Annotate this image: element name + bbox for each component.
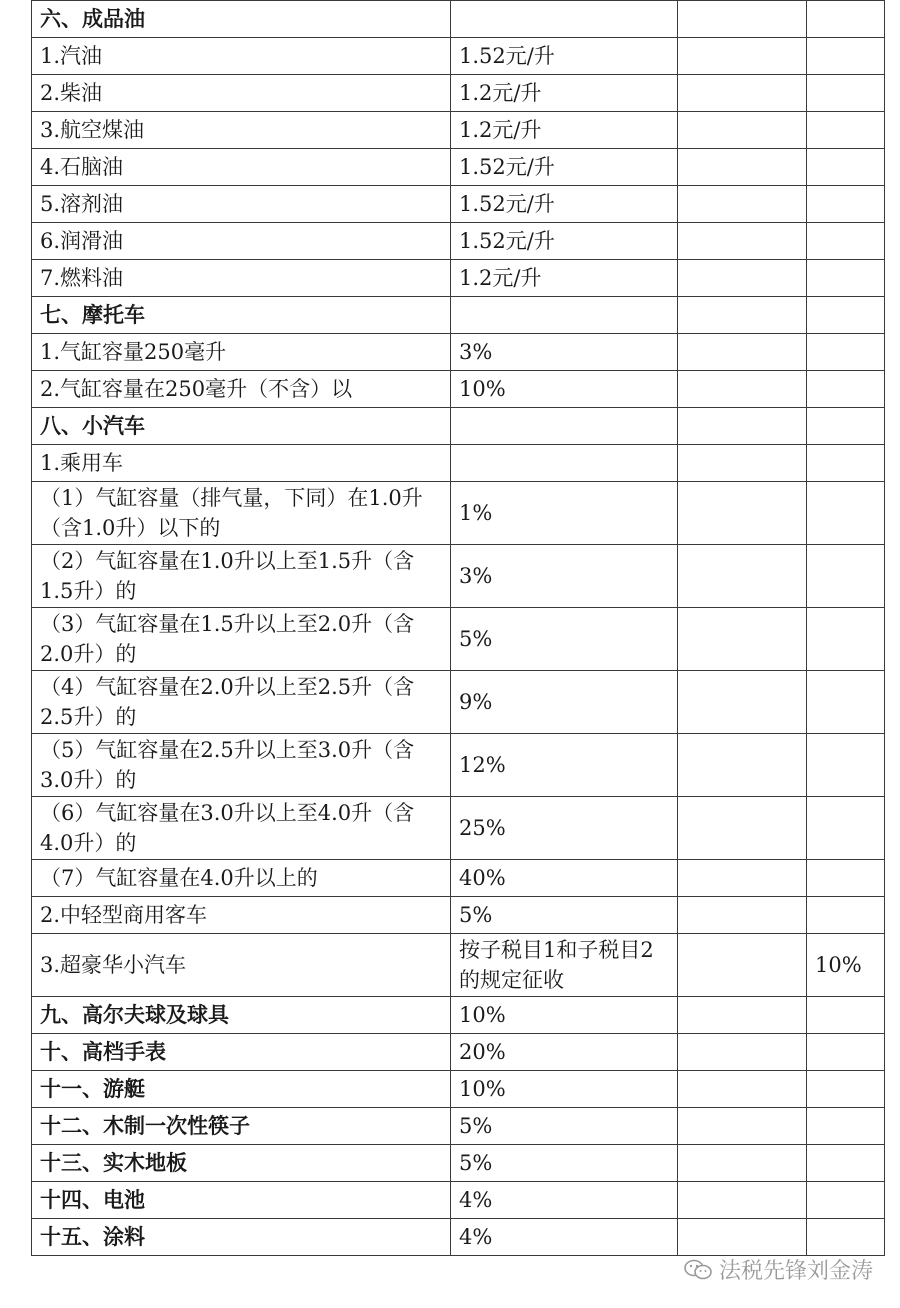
blank-cell bbox=[678, 671, 807, 734]
table-body bbox=[32, 1, 885, 1256]
extra-rate-cell bbox=[807, 223, 885, 260]
rate-cell: 5% bbox=[451, 1145, 678, 1182]
item-cell: （5）气缸容量在2.5升以上至3.0升（含3.0升）的 bbox=[32, 734, 451, 797]
blank-cell bbox=[678, 371, 807, 408]
blank-cell bbox=[678, 334, 807, 371]
extra-rate-cell bbox=[807, 75, 885, 112]
item-cell: 2.柴油 bbox=[32, 75, 451, 112]
item-cell: 5.溶剂油 bbox=[32, 186, 451, 223]
blank-cell bbox=[678, 1145, 807, 1182]
rate-cell: 1.52元/升 bbox=[451, 186, 678, 223]
table-row bbox=[32, 997, 885, 1034]
item-cell: 1.气缸容量250毫升 bbox=[32, 334, 451, 371]
rate-cell: 5% bbox=[451, 897, 678, 934]
item-cell: （6）气缸容量在3.0升以上至4.0升（含4.0升）的 bbox=[32, 797, 451, 860]
blank-cell bbox=[678, 608, 807, 671]
item-cell: 十一、游艇 bbox=[32, 1071, 451, 1108]
table-row bbox=[32, 1034, 885, 1071]
extra-rate-cell bbox=[807, 408, 885, 445]
table-row bbox=[32, 149, 885, 186]
item-cell: 2.气缸容量在250毫升（不含）以 bbox=[32, 371, 451, 408]
table-row bbox=[32, 186, 885, 223]
item-cell: 3.超豪华小汽车 bbox=[32, 934, 451, 997]
item-cell: 十三、实木地板 bbox=[32, 1145, 451, 1182]
table-row bbox=[32, 545, 885, 608]
table-row bbox=[32, 1145, 885, 1182]
rate-cell: 1.52元/升 bbox=[451, 149, 678, 186]
extra-rate-cell: 10% bbox=[807, 934, 885, 997]
blank-cell bbox=[678, 112, 807, 149]
rate-cell: 40% bbox=[451, 860, 678, 897]
item-cell: 七、摩托车 bbox=[32, 297, 451, 334]
item-cell: （1）气缸容量（排气量，下同）在1.0升（含1.0升）以下的 bbox=[32, 482, 451, 545]
table-row bbox=[32, 797, 885, 860]
blank-cell bbox=[678, 860, 807, 897]
table-row bbox=[32, 1, 885, 38]
table-row bbox=[32, 934, 885, 997]
item-cell: 1.乘用车 bbox=[32, 445, 451, 482]
rate-cell: 10% bbox=[451, 371, 678, 408]
extra-rate-cell bbox=[807, 1, 885, 38]
item-cell: 十五、涂料 bbox=[32, 1219, 451, 1256]
blank-cell bbox=[678, 482, 807, 545]
rate-cell: 按子税目1和子税目2的规定征收 bbox=[451, 934, 678, 997]
blank-cell bbox=[678, 75, 807, 112]
rate-cell: 1.52元/升 bbox=[451, 38, 678, 75]
extra-rate-cell bbox=[807, 1219, 885, 1256]
item-cell: （2）气缸容量在1.0升以上至1.5升（含1.5升）的 bbox=[32, 545, 451, 608]
rate-cell: 5% bbox=[451, 1108, 678, 1145]
extra-rate-cell bbox=[807, 38, 885, 75]
item-cell: 2.中轻型商用客车 bbox=[32, 897, 451, 934]
rate-cell bbox=[451, 445, 678, 482]
blank-cell bbox=[678, 186, 807, 223]
blank-cell bbox=[678, 1108, 807, 1145]
extra-rate-cell bbox=[807, 1182, 885, 1219]
extra-rate-cell bbox=[807, 112, 885, 149]
item-cell: （4）气缸容量在2.0升以上至2.5升（含2.5升）的 bbox=[32, 671, 451, 734]
item-cell: 十、高档手表 bbox=[32, 1034, 451, 1071]
table-row bbox=[32, 1219, 885, 1256]
table-row bbox=[32, 1071, 885, 1108]
wechat-icon bbox=[683, 1259, 713, 1281]
blank-cell bbox=[678, 797, 807, 860]
tax-rate-table bbox=[31, 0, 885, 1256]
blank-cell bbox=[678, 223, 807, 260]
watermark-text: 法税先锋刘金涛 bbox=[719, 1259, 874, 1284]
extra-rate-cell bbox=[807, 482, 885, 545]
rate-cell: 1% bbox=[451, 482, 678, 545]
table-row bbox=[32, 334, 885, 371]
item-cell: 十四、电池 bbox=[32, 1182, 451, 1219]
extra-rate-cell bbox=[807, 860, 885, 897]
extra-rate-cell bbox=[807, 186, 885, 223]
rate-cell bbox=[451, 297, 678, 334]
table-row bbox=[32, 260, 885, 297]
rate-cell bbox=[451, 1, 678, 38]
rate-cell: 3% bbox=[451, 545, 678, 608]
rate-cell: 1.52元/升 bbox=[451, 223, 678, 260]
extra-rate-cell bbox=[807, 371, 885, 408]
extra-rate-cell bbox=[807, 1071, 885, 1108]
table-row bbox=[32, 408, 885, 445]
rate-cell: 10% bbox=[451, 1071, 678, 1108]
rate-cell: 5% bbox=[451, 608, 678, 671]
extra-rate-cell bbox=[807, 997, 885, 1034]
blank-cell bbox=[678, 934, 807, 997]
blank-cell bbox=[678, 897, 807, 934]
rate-cell: 25% bbox=[451, 797, 678, 860]
table-row bbox=[32, 445, 885, 482]
extra-rate-cell bbox=[807, 545, 885, 608]
table-row bbox=[32, 38, 885, 75]
extra-rate-cell bbox=[807, 297, 885, 334]
rate-cell: 3% bbox=[451, 334, 678, 371]
item-cell: （7）气缸容量在4.0升以上的 bbox=[32, 860, 451, 897]
item-cell: 1.汽油 bbox=[32, 38, 451, 75]
rate-cell: 20% bbox=[451, 1034, 678, 1071]
item-cell: 4.石脑油 bbox=[32, 149, 451, 186]
table-row bbox=[32, 1108, 885, 1145]
extra-rate-cell bbox=[807, 734, 885, 797]
table-row bbox=[32, 860, 885, 897]
blank-cell bbox=[678, 1034, 807, 1071]
blank-cell bbox=[678, 1, 807, 38]
item-cell: 六、成品油 bbox=[32, 1, 451, 38]
blank-cell bbox=[678, 1071, 807, 1108]
item-cell: 3.航空煤油 bbox=[32, 112, 451, 149]
rate-cell bbox=[451, 408, 678, 445]
table-row bbox=[32, 1182, 885, 1219]
blank-cell bbox=[678, 260, 807, 297]
blank-cell bbox=[678, 38, 807, 75]
table-row bbox=[32, 297, 885, 334]
blank-cell bbox=[678, 1182, 807, 1219]
blank-cell bbox=[678, 297, 807, 334]
extra-rate-cell bbox=[807, 897, 885, 934]
table-row bbox=[32, 75, 885, 112]
table-row bbox=[32, 734, 885, 797]
rate-cell: 4% bbox=[451, 1219, 678, 1256]
watermark bbox=[683, 1254, 873, 1285]
item-cell: 6.润滑油 bbox=[32, 223, 451, 260]
rate-cell: 4% bbox=[451, 1182, 678, 1219]
rate-cell: 1.2元/升 bbox=[451, 260, 678, 297]
blank-cell bbox=[678, 734, 807, 797]
rate-cell: 12% bbox=[451, 734, 678, 797]
item-cell: （3）气缸容量在1.5升以上至2.0升（含2.0升）的 bbox=[32, 608, 451, 671]
item-cell: 八、小汽车 bbox=[32, 408, 451, 445]
rate-cell: 10% bbox=[451, 997, 678, 1034]
blank-cell bbox=[678, 1219, 807, 1256]
blank-cell bbox=[678, 149, 807, 186]
blank-cell bbox=[678, 997, 807, 1034]
extra-rate-cell bbox=[807, 797, 885, 860]
table-row bbox=[32, 223, 885, 260]
extra-rate-cell bbox=[807, 1034, 885, 1071]
table-row bbox=[32, 608, 885, 671]
blank-cell bbox=[678, 445, 807, 482]
table-row bbox=[32, 112, 885, 149]
extra-rate-cell bbox=[807, 1145, 885, 1182]
extra-rate-cell bbox=[807, 445, 885, 482]
extra-rate-cell bbox=[807, 149, 885, 186]
item-cell: 十二、木制一次性筷子 bbox=[32, 1108, 451, 1145]
extra-rate-cell bbox=[807, 1108, 885, 1145]
extra-rate-cell bbox=[807, 260, 885, 297]
item-cell: 7.燃料油 bbox=[32, 260, 451, 297]
extra-rate-cell bbox=[807, 334, 885, 371]
item-cell: 九、高尔夫球及球具 bbox=[32, 997, 451, 1034]
table-row bbox=[32, 897, 885, 934]
blank-cell bbox=[678, 545, 807, 608]
rate-cell: 1.2元/升 bbox=[451, 75, 678, 112]
extra-rate-cell bbox=[807, 671, 885, 734]
extra-rate-cell bbox=[807, 608, 885, 671]
blank-cell bbox=[678, 408, 807, 445]
table-row bbox=[32, 482, 885, 545]
rate-cell: 9% bbox=[451, 671, 678, 734]
table-row bbox=[32, 671, 885, 734]
table-row bbox=[32, 371, 885, 408]
rate-cell: 1.2元/升 bbox=[451, 112, 678, 149]
